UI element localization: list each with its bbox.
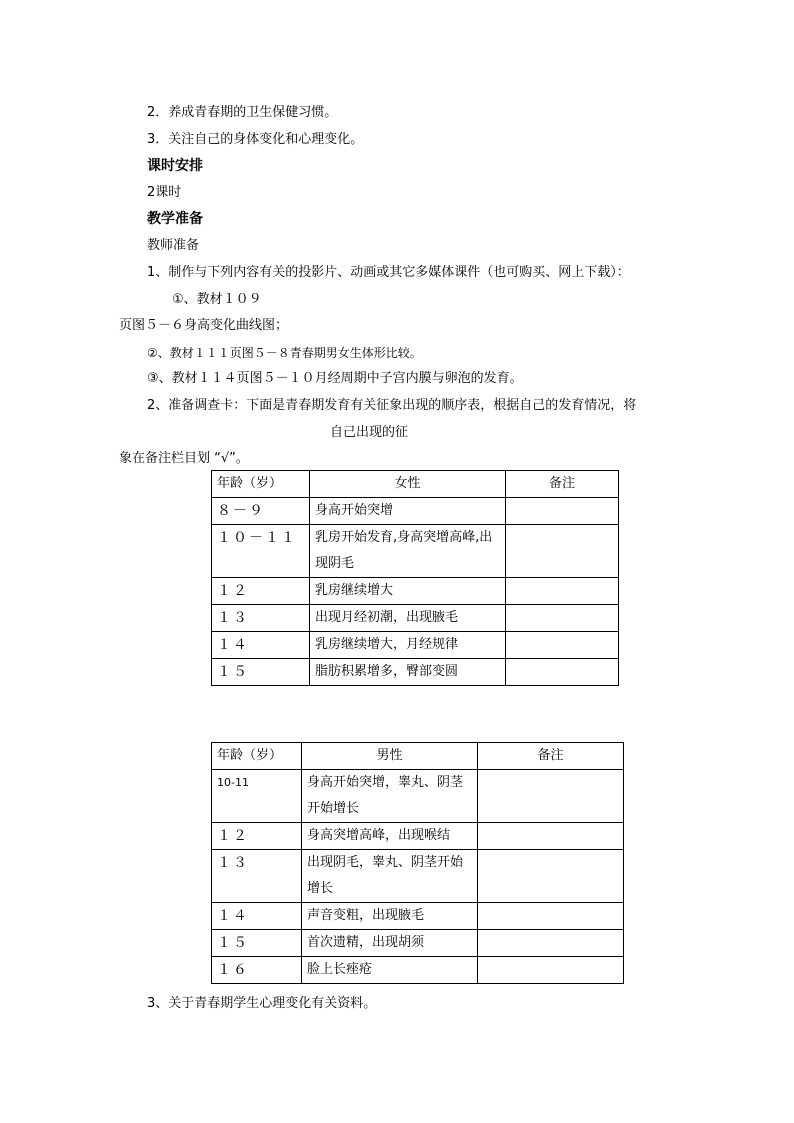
table-row bbox=[212, 930, 624, 957]
table-row bbox=[212, 850, 624, 903]
header-male: 男性 bbox=[302, 743, 478, 770]
cell-desc: 脂肪积累增多，臀部变圆 bbox=[310, 659, 506, 686]
table-row bbox=[212, 957, 624, 984]
cell-age: １２ bbox=[212, 578, 310, 605]
header-note: 备注 bbox=[506, 471, 619, 498]
cell-desc: 出现阴毛，睾丸、阴茎开始增长 bbox=[302, 850, 478, 903]
cell-note[interactable] bbox=[478, 903, 624, 930]
cell-note[interactable] bbox=[506, 525, 619, 578]
table-row bbox=[212, 659, 619, 686]
cell-age: １３ bbox=[212, 605, 310, 632]
table-row bbox=[212, 525, 619, 578]
table-row bbox=[212, 770, 624, 823]
cell-note[interactable] bbox=[506, 578, 619, 605]
cell-age: １２ bbox=[212, 823, 302, 850]
male-table bbox=[211, 742, 624, 984]
paragraph-item-2b: 自己出现的征 bbox=[330, 425, 409, 440]
paragraph-goal-3: 3．关注自己的身体变化和心理变化。 bbox=[147, 132, 364, 147]
cell-age: 10-11 bbox=[212, 770, 302, 823]
table-row bbox=[212, 903, 624, 930]
cell-age: １４ bbox=[212, 903, 302, 930]
cell-age: ８－９ bbox=[212, 498, 310, 525]
cell-note[interactable] bbox=[506, 632, 619, 659]
heading-schedule: 课时安排 bbox=[147, 158, 203, 174]
heading-preparation: 教学准备 bbox=[147, 211, 203, 227]
cell-desc: 首次遗精，出现胡须 bbox=[302, 930, 478, 957]
header-age: 年龄（岁） bbox=[212, 471, 310, 498]
header-age: 年龄（岁） bbox=[212, 743, 302, 770]
paragraph-sub-1b: 页图５－６身高变化曲线图； bbox=[119, 318, 289, 333]
cell-note[interactable] bbox=[506, 659, 619, 686]
table-row bbox=[212, 823, 624, 850]
cell-age: １３ bbox=[212, 850, 302, 903]
cell-desc: 身高开始突增 bbox=[310, 498, 506, 525]
cell-note[interactable] bbox=[506, 498, 619, 525]
paragraph-goal-2: 2．养成青春期的卫生保健习惯。 bbox=[147, 105, 338, 120]
cell-note[interactable] bbox=[506, 605, 619, 632]
paragraph-item-3: 3、关于青春期学生心理变化有关资料。 bbox=[147, 996, 377, 1011]
header-note: 备注 bbox=[478, 743, 624, 770]
paragraph-item-2: 2、准备调查卡：下面是青春期发育有关征象出现的顺序表，根据自己的发育情况，将 bbox=[147, 398, 637, 413]
cell-desc: 身高开始突增，睾丸、阴茎开始增长 bbox=[302, 770, 478, 823]
cell-desc: 声音变粗，出现腋毛 bbox=[302, 903, 478, 930]
cell-note[interactable] bbox=[478, 930, 624, 957]
paragraph-sub-2: ②、教材１１１页图５－８青春期男女生体形比较。 bbox=[147, 346, 422, 360]
cell-age: １５ bbox=[212, 930, 302, 957]
header-female: 女性 bbox=[310, 471, 506, 498]
cell-note[interactable] bbox=[478, 957, 624, 984]
table-header-row bbox=[212, 471, 619, 498]
paragraph-item-2c: 象在备注栏目划 “√”。 bbox=[119, 451, 249, 466]
cell-note[interactable] bbox=[478, 770, 624, 823]
cell-note[interactable] bbox=[478, 850, 624, 903]
paragraph-item-1: 1、制作与下列内容有关的投影片、动画或其它多媒体课件（也可购买、网上下载）： bbox=[147, 265, 630, 280]
table-row bbox=[212, 498, 619, 525]
cell-desc: 出现月经初潮，出现腋毛 bbox=[310, 605, 506, 632]
cell-age: １５ bbox=[212, 659, 310, 686]
cell-age: １０－１１ bbox=[212, 525, 310, 578]
cell-desc: 乳房继续增大，月经规律 bbox=[310, 632, 506, 659]
cell-desc: 脸上长痤疮 bbox=[302, 957, 478, 984]
table-row bbox=[212, 632, 619, 659]
cell-note[interactable] bbox=[478, 823, 624, 850]
paragraph-sub-3: ③、教材１１４页图５－１０月经周期中子宫内膜与卵泡的发育。 bbox=[147, 371, 523, 386]
table-header-row bbox=[212, 743, 624, 770]
table-row bbox=[212, 578, 619, 605]
cell-age: １４ bbox=[212, 632, 310, 659]
paragraph-sub-1a: ①、教材１０９ bbox=[172, 292, 262, 307]
cell-age: １６ bbox=[212, 957, 302, 984]
table-row bbox=[212, 605, 619, 632]
female-table bbox=[211, 470, 619, 686]
cell-desc: 乳房开始发育,身高突增高峰,出现阴毛 bbox=[310, 525, 506, 578]
cell-desc: 身高突增高峰，出现喉结 bbox=[302, 823, 478, 850]
paragraph-teacher-prep: 教师准备 bbox=[147, 238, 200, 253]
paragraph-schedule: 2课时 bbox=[147, 185, 182, 200]
cell-desc: 乳房继续增大 bbox=[310, 578, 506, 605]
